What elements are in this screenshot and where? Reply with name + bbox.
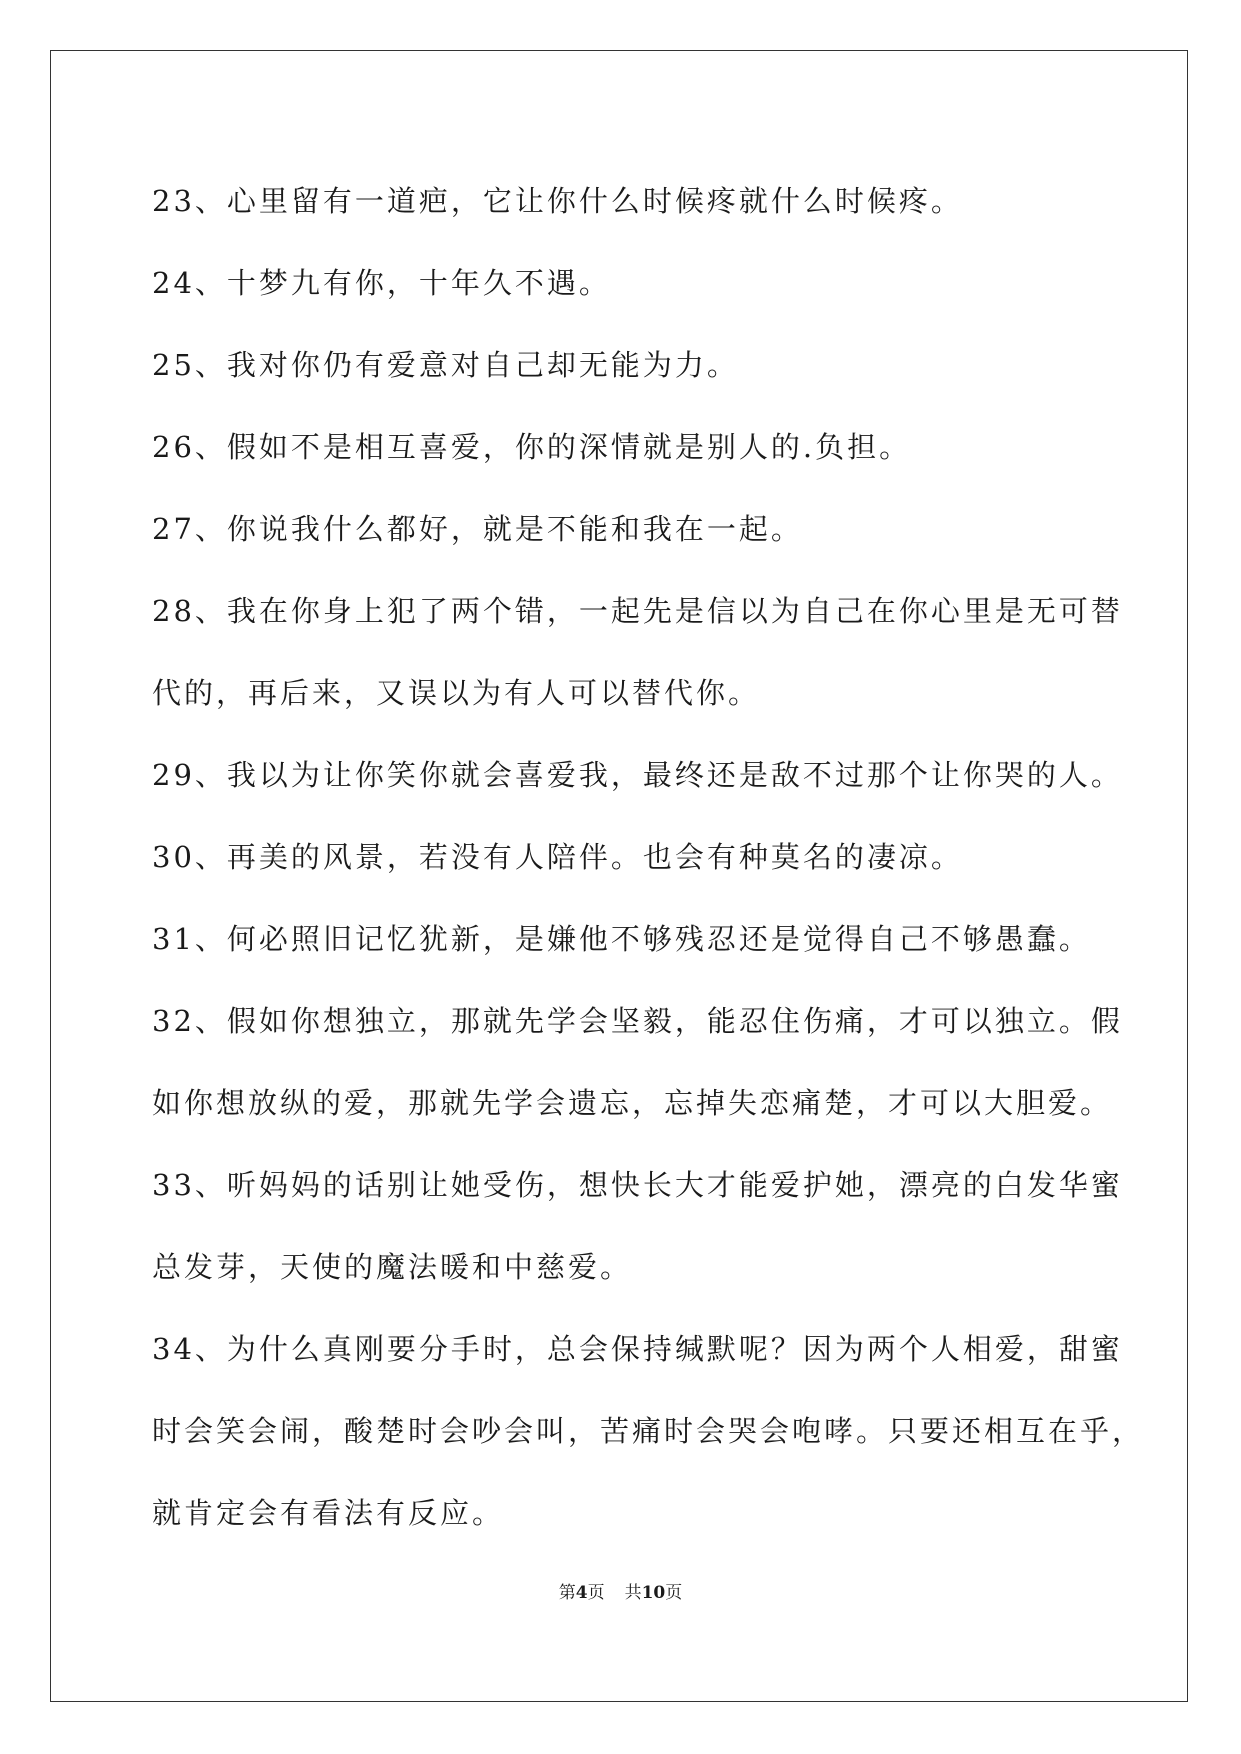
text-line: 34、为什么真刚要分手时，总会保持缄默呢？因为两个人相爱，甜蜜	[152, 1332, 1123, 1366]
page-label-suffix: 页	[587, 1583, 605, 1603]
page-label-prefix: 第	[558, 1583, 576, 1603]
text-line: 29、我以为让你笑你就会喜爱我，最终还是敌不过那个让你哭的人。	[152, 758, 1123, 792]
total-label-prefix: 共	[624, 1583, 642, 1603]
text-line: 总发芽，天使的魔法暖和中慈爱。	[152, 1250, 633, 1284]
document-body	[152, 160, 1145, 1554]
text-line: 如你想放纵的爱，那就先学会遗忘，忘掉失恋痛楚，才可以大胆爱。	[152, 1086, 1113, 1120]
total-label-suffix: 页	[665, 1583, 683, 1603]
text-line: 27、你说我什么都好，就是不能和我在一起。	[152, 512, 803, 546]
page-footer	[0, 1578, 1241, 1603]
text-line: 代的，再后来，又误以为有人可以替代你。	[152, 676, 761, 710]
text-line: 32、假如你想独立，那就先学会坚毅，能忍住伤痛，才可以独立。假	[152, 1004, 1123, 1038]
total-pages-number: 10	[641, 1583, 666, 1603]
text-line: 23、心里留有一道疤，它让你什么时候疼就什么时候疼。	[152, 184, 963, 218]
text-line: 24、十梦九有你，十年久不遇。	[152, 266, 611, 300]
text-line: 25、我对你仍有爱意对自己却无能为力。	[152, 348, 739, 382]
text-line: 26、假如不是相互喜爱，你的深情就是别人的.负担。	[152, 430, 912, 464]
text-line: 30、再美的风景，若没有人陪伴。也会有种莫名的凄凉。	[152, 840, 963, 874]
text-line: 31、何必照旧记忆犹新，是嫌他不够残忍还是觉得自己不够愚蠢。	[152, 922, 1091, 956]
text-line: 就肯定会有看法有反应。	[152, 1496, 505, 1530]
text-line: 33、听妈妈的话别让她受伤，想快长大才能爱护她，漂亮的白发华蜜	[152, 1168, 1123, 1202]
current-page-number: 4	[575, 1583, 588, 1603]
text-line: 时会笑会闹，酸楚时会吵会叫，苦痛时会哭会咆哮。只要还相互在乎，	[152, 1414, 1145, 1448]
text-line: 28、我在你身上犯了两个错，一起先是信以为自己在你心里是无可替	[152, 594, 1123, 628]
